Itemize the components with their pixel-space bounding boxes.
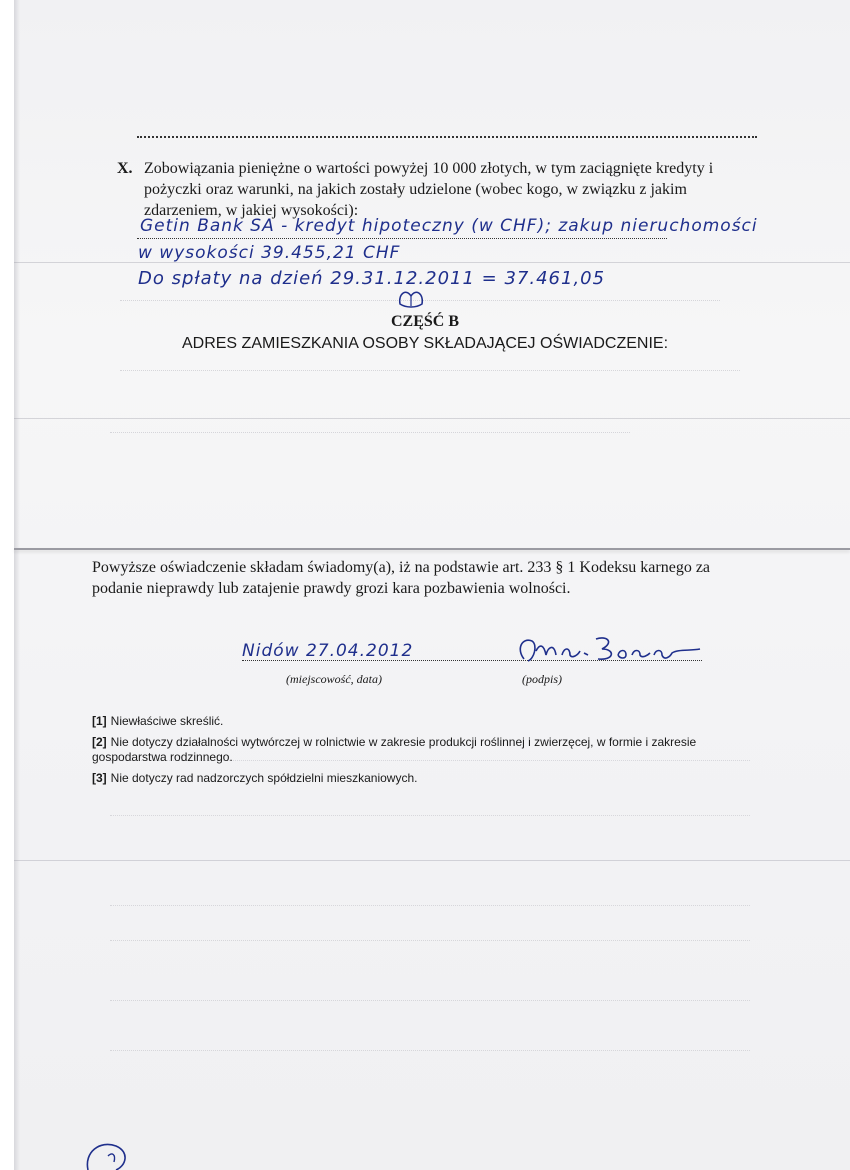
show-through-line <box>110 905 750 916</box>
footnote-2 <box>92 735 772 765</box>
place-date-handwritten: Nidów 27.04.2012 <box>242 641 414 661</box>
footnote-text: Nie dotyczy działalności wytwórczej w rolnictwie w zakresie produkcji roślinnej i zwierzęcej, w formie i zakresie gospodarstwa rodzinnego. <box>92 735 697 764</box>
footnotes <box>92 714 772 792</box>
show-through-line <box>110 432 630 443</box>
footnote-mark: [3] <box>92 771 107 785</box>
paper-fold <box>14 548 850 550</box>
show-through-line <box>110 815 750 826</box>
handwritten-line-3: Do spłaty na dzień 29.31.12.2011 = 37.461,05 <box>138 268 606 289</box>
footnote-text: Nie dotyczy rad nadzorczych spółdzielni mieszkaniowych. <box>110 771 418 785</box>
dotted-separator <box>137 136 757 138</box>
show-through-line <box>120 370 740 381</box>
part-b-subtitle: ADRES ZAMIESZKANIA OSOBY SKŁADAJĄCEJ OŚWIADCZENIE: <box>181 335 669 352</box>
footnote-3 <box>92 771 772 786</box>
show-through-line <box>110 1050 750 1061</box>
section-x-text: Zobowiązania pieniężne o wartości powyżej 10 000 złotych, w tym zaciągnięte kredyty i pożyczki oraz warunki, na jakich zostały udzielone (wobec kogo, w związku z jakim zdarzeniem, w jakiej wysokości): <box>144 160 714 219</box>
show-through-line <box>110 940 750 951</box>
part-b-title: CZĘŚĆ B <box>390 313 460 330</box>
initials-mark <box>396 286 426 308</box>
signature-row <box>242 641 702 667</box>
initials-mark-bottom <box>82 1136 152 1170</box>
show-through-line <box>110 1000 750 1011</box>
paper-crease <box>14 860 850 861</box>
paper-crease <box>14 418 850 419</box>
footnote-mark: [2] <box>92 735 107 749</box>
signature-caption: (podpis) <box>522 672 562 686</box>
footnote-1 <box>92 714 772 729</box>
footnote-text: Niewłaściwe skreślić. <box>110 714 224 728</box>
handwritten-signature <box>514 633 704 667</box>
paper-edge-shadow <box>14 0 20 1170</box>
footnote-mark: [1] <box>92 714 107 728</box>
answer-dotted-line <box>137 238 667 239</box>
handwritten-line-2: w wysokości 39.455,21 CHF <box>138 243 401 263</box>
section-x-number: X. <box>117 160 133 177</box>
place-date-caption: (miejscowość, data) <box>286 672 382 686</box>
declaration-text: Powyższe oświadczenie składam świadomy(a), iż na podstawie art. 233 § 1 Kodeksu karnego za podanie nieprawdy lub zatajenie prawdy grozi kara pozbawienia wolności. <box>92 559 711 597</box>
handwritten-line-1: Getin Bank SA - kredyt hipoteczny (w CHF); zakup nieruchomości <box>140 216 758 236</box>
